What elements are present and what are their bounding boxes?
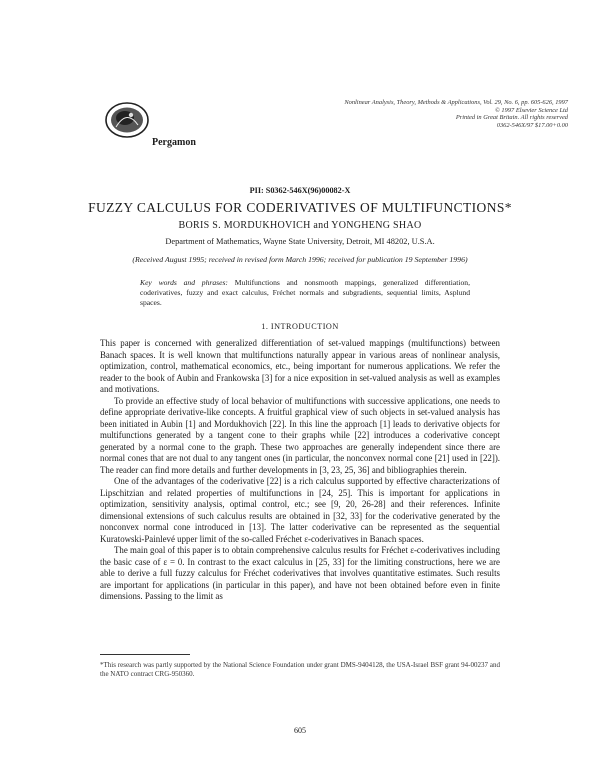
publisher-name: Pergamon: [152, 137, 196, 148]
journal-line: Nonlinear Analysis, Theory, Methods & Applications, Vol. 29, No. 6, pp. 605-626, 1997: [344, 99, 568, 106]
paragraph: To provide an effective study of local behavior of multifunctions with successive applications, one needs to define appropriate derivative-like concepts. A fruitful graphical view of such objects in set-valued analysis has been initiated in Aubin [1] and Mordukhovich [22]. In this line the approach [1] leads to derivative objects for multifunctions generated by a tangent cone to their graphs while [22] introduces a coderivative concept generated by a normal cone to the graph. These two approaches are generally independent since there are normal cones that are not dual to any tangent ones (in particular, the nonconvex normal cone [21] used in [22]). The reader can find more details and further developments in [3, 23, 25, 36] and bibliographies therein.: [100, 395, 500, 475]
pii-identifier: PII: S0362-546X(96)00082-X: [249, 186, 351, 195]
keywords: [140, 278, 470, 309]
footnote: *This research was partly supported by the National Science Foundation under grant DMS-9404128, the USA-Israel BSF grant 94-00237 and the NATO contract CRG-950360.: [100, 661, 500, 678]
author-affiliation: Department of Mathematics, Wayne State University, Detroit, MI 48202, U.S.A.: [165, 237, 435, 246]
keywords-label: Key words and phrases:: [140, 278, 228, 287]
journal-line: 0362-546X/97 $17.00+0.00: [496, 121, 568, 129]
received-dates: (Received August 1995; received in revised form March 1996; received for publication 19 September 1996): [132, 255, 468, 264]
section-heading: 1. INTRODUCTION: [261, 322, 339, 331]
journal-citation: [272, 99, 568, 129]
paragraph: The main goal of this paper is to obtain comprehensive calculus results for Fréchet ε-coderivatives including the basic case of ε = 0. In contrast to the exact calculus in [25, 33] for the limiting constructions, here we are able to derive a full fuzzy calculus for Fréchet coderivatives that involves quantitative estimates. Such results are important for applications (in particular in this paper), and have not been obtained before even in finite dimensions. Passing to the limit as: [100, 545, 500, 601]
page-number: 605: [294, 726, 306, 735]
journal-line: © 1997 Elsevier Science Ltd: [494, 106, 568, 114]
journal-line: Printed in Great Britain. All rights reserved: [455, 114, 568, 122]
paragraph: One of the advantages of the coderivative [22] is a rich calculus supported by effective characterizations of Lipschitzian and related properties of multifunctions in [24, 25]. This is important for applications in optimization, sensitivity analysis, optimal control, etc.; see [9, 20, 26-28] and their references. Infinite dimensional extensions of such calculus results are obtained in [32, 33] for the coderivative generated by the nonconvex normal cone introduced in [13]. The latter coderivative can be represented as the sequential Kuratowski-Painlevé upper limit of the so-called Fréchet ε-coderivatives in Banach spaces.: [100, 476, 500, 544]
keywords-text: Multifunctions and nonsmooth mappings, generalized differentiation, coderivatives, fuzzy and exact calculus, Fréchet normals and subgradients, sequential limits, Asplund spaces.: [140, 278, 470, 308]
paragraph: This paper is concerned with generalized differentiation of set-valued mappings (multifunctions) between Banach spaces. It is well known that multifunctions naturally appear in various areas of nonlinear analysis, optimization, control, mathematical economics, etc., being important for numerous applications. We refer the reader to the book of Aubin and Frankowska [3] for a nice exposition in set-valued analysis as well as examples and motivations.: [100, 338, 500, 394]
body-text: [100, 338, 500, 603]
paper-title: FUZZY CALCULUS FOR CODERIVATIVES OF MULTIFUNCTIONS*: [88, 200, 512, 215]
pergamon-logo: [104, 101, 150, 139]
paper-authors: BORIS S. MORDUKHOVICH and YONGHENG SHAO: [178, 220, 422, 231]
footnote-rule: [100, 654, 190, 655]
